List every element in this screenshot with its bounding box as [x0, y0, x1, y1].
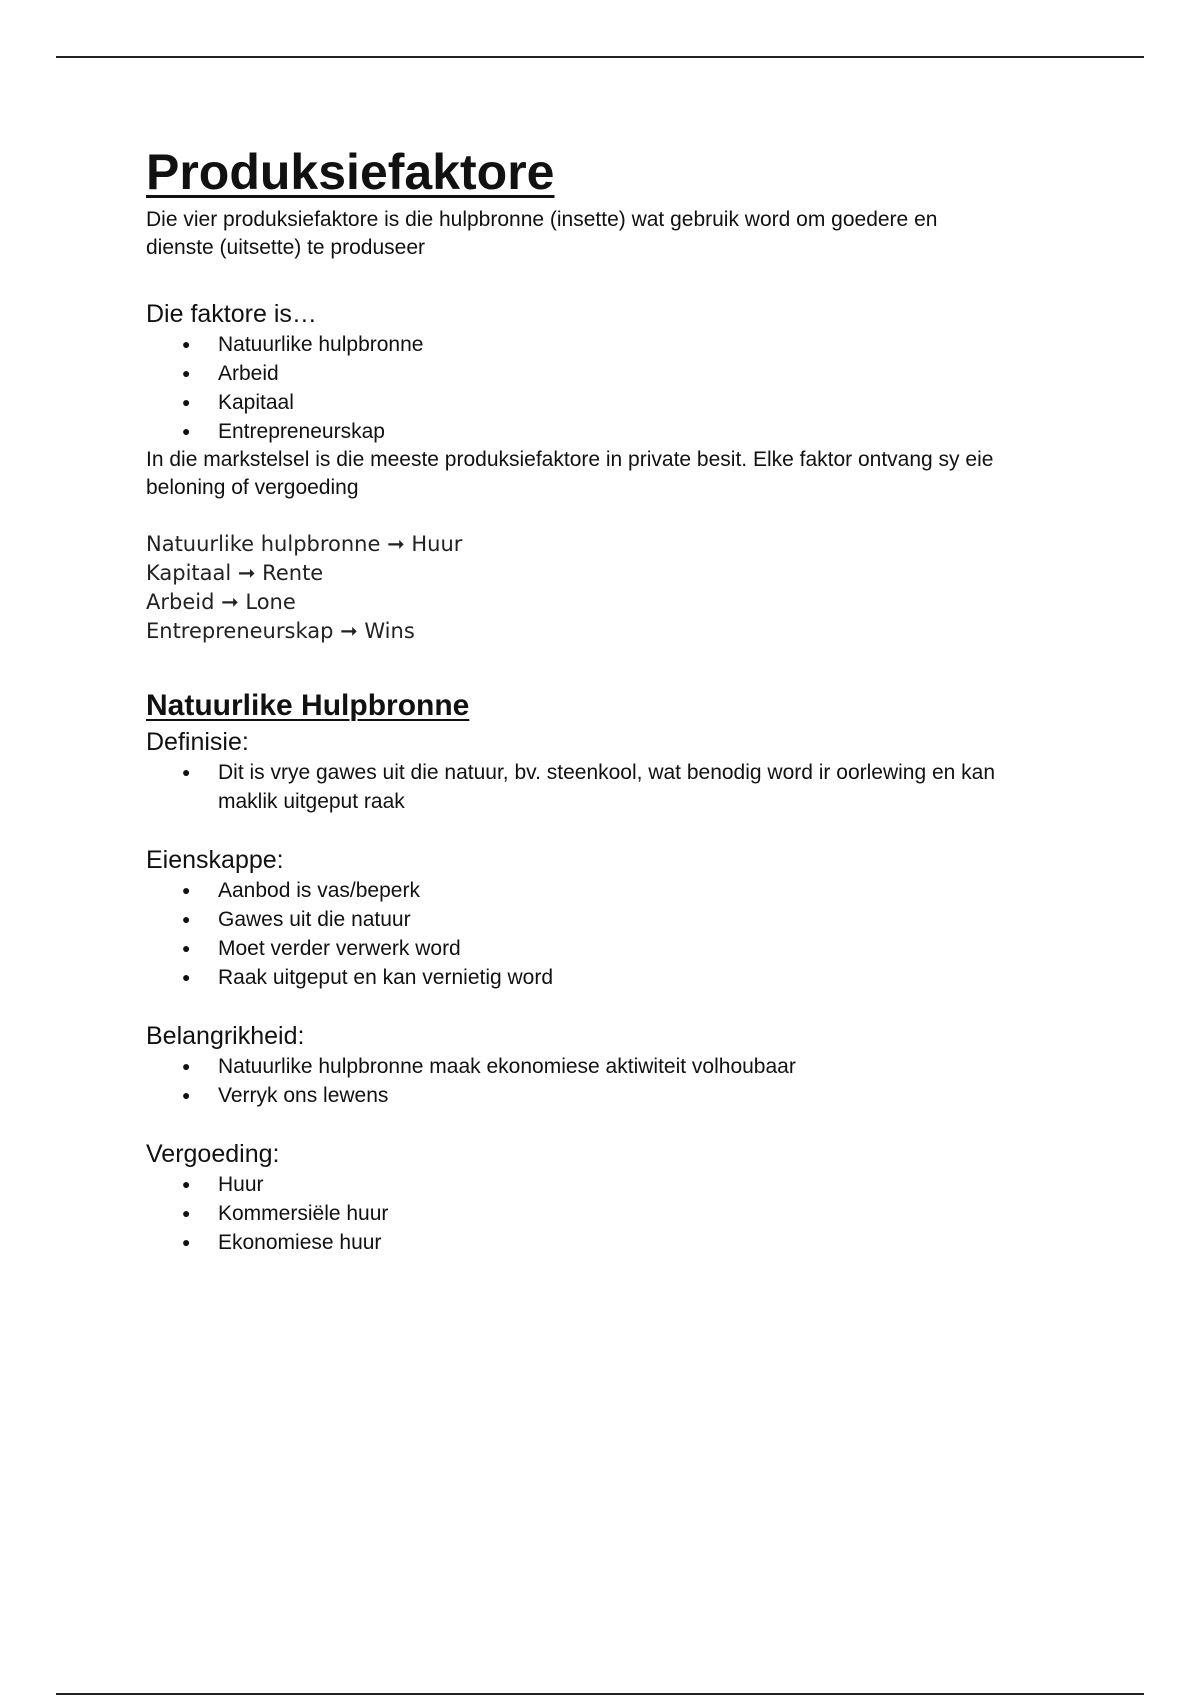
page-title: Produksiefaktore	[146, 144, 555, 200]
importance-list	[146, 1052, 1046, 1110]
intro-paragraph: Die vier produksiefaktore is die hulpbronne (insette) wat gebruik word om goedere en dienste (uitsette) te produseer	[146, 208, 938, 259]
section-heading: Natuurlike Hulpbronne	[146, 689, 470, 722]
rewards-block	[146, 530, 1046, 646]
definition-list	[146, 758, 1046, 816]
list-item: ● Ekonomiese huur	[146, 1228, 1046, 1257]
reward-list	[146, 1170, 1046, 1257]
importance-heading: Belangrikheid:	[146, 1022, 305, 1050]
list-item: ● Natuurlike hulpbronne	[146, 330, 1046, 359]
list-item: ● Raak uitgeput en kan vernietig word	[146, 963, 1046, 992]
market-paragraph: In die markstelsel is die meeste produksiefaktore in private besit. Elke faktor ontvang sy eie beloning of vergoeding	[146, 448, 994, 499]
list-item: ● Natuurlike hulpbronne maak ekonomiese aktiwiteit volhoubaar	[146, 1052, 1046, 1081]
properties-heading: Eienskappe:	[146, 846, 284, 874]
footer-rule	[56, 1693, 1144, 1695]
reward-line: Arbeid ➞ Lone	[146, 590, 296, 614]
list-item: ● Moet verder verwerk word	[146, 934, 1046, 963]
list-item: ● Huur	[146, 1170, 1046, 1199]
factors-heading: Die faktore is…	[146, 300, 317, 328]
list-item: ● Kommersiële huur	[146, 1199, 1046, 1228]
reward-heading: Vergoeding:	[146, 1140, 280, 1168]
list-item: ● Entrepreneurskap	[146, 417, 1046, 446]
reward-line: Natuurlike hulpbronne ➞ Huur	[146, 532, 463, 556]
list-item: ● Dit is vrye gawes uit die natuur, bv. steenkool, wat benodig word ir oorlewing en kan maklik uitgeput raak	[146, 758, 1018, 816]
list-item: ● Arbeid	[146, 359, 1046, 388]
reward-line: Kapitaal ➞ Rente	[146, 561, 324, 585]
factors-list	[146, 330, 1046, 446]
definition-heading: Definisie:	[146, 728, 249, 756]
list-item: ● Kapitaal	[146, 388, 1046, 417]
header-rule	[56, 56, 1144, 58]
list-item: ● Aanbod is vas/beperk	[146, 876, 1046, 905]
reward-line: Entrepreneurskap ➞ Wins	[146, 619, 415, 643]
list-item: ● Verryk ons lewens	[146, 1081, 1046, 1110]
document-body	[146, 140, 1046, 1257]
properties-list	[146, 876, 1046, 992]
list-item: ● Gawes uit die natuur	[146, 905, 1046, 934]
